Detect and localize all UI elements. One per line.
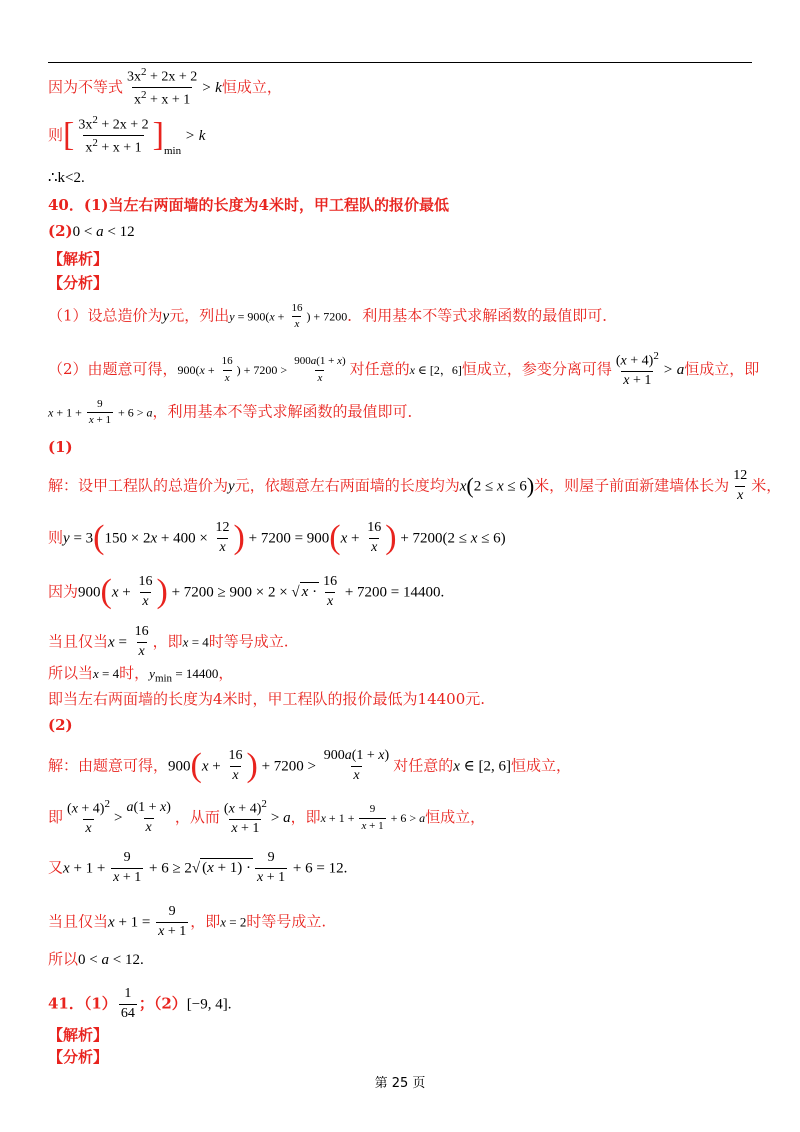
q41-answer: 41．（1） $\frac{1}{64}$ ；（2）[−9, 4].: [48, 986, 232, 1021]
solution-2-conclusion: 所以0 < a < 12.: [48, 950, 144, 968]
text: 时等号成立.: [246, 912, 327, 931]
solution-2-transform: 即 $\frac{(x + 4)^2}{x}$ > $\frac{a(1 + x)}{x}$ ，从而 $\frac{(x + 4)^2}{x + 1}$ > a，即x + 1 + $\frac{9}{x + 1}$ + 6 > a恒成立，: [48, 798, 486, 837]
q40-part2: (2)0 < a < 12: [48, 222, 135, 240]
solution-1-ymin: 所以当x = 4时，$y_{min} = 14400$，: [48, 664, 234, 685]
label-jiexi-2: 【解析】: [48, 1026, 109, 1044]
solution-2-amgm: 又x + 1 + $\frac{9}{x + 1}$ + 6 ≥ 2√ (x + 1) · $\frac{9}{x + 1}$ + 6 = 12.: [48, 850, 348, 885]
text: 元，列出: [169, 306, 230, 325]
text: ，即: [152, 632, 183, 651]
solution-1-formula: 则y = 3(150 × 2x + 400 × $\frac{12}{x}$ ) + 7200 = 900(x + $\frac{16}{x}$ ) + 7200(2 ≤ x ≤ 6): [48, 519, 506, 556]
solution-1-intro: 解：设甲工程队的总造价为y元，依题意左右两面墙的长度均为x(2 ≤ x ≤ 6)米，则屋子前面新建墙体长为 $\frac{12}{x}$ 米，: [48, 468, 782, 503]
analysis-2: （2）由题意可得，900(x + $\frac{16}{x}$ ) + 7200 > $\frac{900a(1 + x)}{x}$ 对任意的x ∈ [2，6]恒成立，参变分离可得 $\frac{(x + 4)^2}{x + 1}$ > a恒成立，即: [48, 350, 760, 389]
text: 时等号成立.: [208, 632, 289, 651]
min-line: 则[ $\frac{3x^2 + 2x + 2}{x^2 + x + 1}$ ]$_{min} > k$: [48, 114, 206, 157]
text: 米，: [751, 476, 782, 495]
text: ，即: [290, 808, 321, 827]
text: 所以当: [48, 664, 94, 682]
text: ；（2）: [138, 994, 187, 1013]
text: 即: [48, 808, 64, 827]
text: 41．（1）: [48, 994, 117, 1013]
header-rule: [48, 62, 752, 63]
text: 时，: [119, 664, 150, 682]
text: 因为: [48, 582, 79, 601]
text: ，: [218, 664, 234, 682]
text: 所以: [48, 950, 79, 968]
text: 对任意的: [349, 360, 410, 379]
text: 当且仅当: [48, 632, 109, 651]
solution-1-equality: 当且仅当x = $\frac{16}{x}$ ，即x = 4时等号成立.: [48, 624, 289, 659]
text-prefix: 则: [48, 125, 64, 144]
page-footer: 第 25 页: [374, 1076, 426, 1091]
fraction: $\frac{3x^2 + 2x + 2}{x^2 + x + 1}$: [127, 66, 198, 109]
text-suffix: 恒成立，: [221, 77, 282, 96]
analysis-1: （1）设总造价为y元，列出y = 900(x + $\frac{16}{x}$ ) + 7200．利用基本不等式求解函数的最值即可．: [48, 302, 618, 331]
text: 解：设甲工程队的总造价为: [48, 476, 229, 495]
label-jiexi-1: 【解析】: [48, 250, 109, 268]
label-fenxi-2: 【分析】: [48, 1048, 109, 1066]
part1-marker: (1): [48, 438, 73, 456]
text-prefix: 因为不等式: [48, 77, 124, 96]
text: 恒成立，: [425, 808, 486, 827]
math-text: ∴k<2.: [48, 170, 85, 186]
text: 恒成立，即: [684, 360, 760, 379]
part-label: (2): [48, 222, 73, 240]
text: 恒成立，参变分离可得: [461, 360, 612, 379]
text: 则: [48, 528, 64, 547]
text: ．利用基本不等式求解函数的最值即可．: [347, 306, 618, 325]
label-fenxi-1: 【分析】: [48, 274, 109, 292]
solution-1-conclusion: 即当左右两面墙的长度为4米时，甲工程队的报价最低为14400元.: [48, 690, 486, 708]
text: （1）设总造价为: [48, 306, 163, 325]
inequality-line: 因为不等式 $\frac{3x^2 + 2x + 2}{x^2 + x + 1}$ > k恒成立，: [48, 66, 282, 109]
text: 又: [48, 858, 64, 877]
text: 对任意的: [393, 756, 454, 775]
analysis-3: x + 1 + $\frac{9}{x + 1}$ + 6 > a，利用基本不等式求解函数的最值即可．: [48, 398, 423, 427]
text: ，从而: [174, 808, 220, 827]
text: 米，则屋子前面新建墙体长为: [534, 476, 730, 495]
solution-1-inequality: 因为900(x + $\frac{16}{x}$ ) + 7200 ≥ 900 × 2 × √ x · $\frac{16}{x}$ + 7200 = 14400.: [48, 573, 445, 610]
text: ，利用基本不等式求解函数的最值即可．: [152, 402, 423, 421]
q40-header: 40．(1)当左右两面墙的长度为4米时，甲工程队的报价最低: [48, 196, 449, 214]
text: ，即: [190, 912, 221, 931]
solution-2-equality: 当且仅当x + 1 = $\frac{9}{x + 1}$ ，即x = 2时等号成立.: [48, 904, 327, 939]
text: 元，依题意左右两面墙的长度均为: [234, 476, 460, 495]
text: 当且仅当: [48, 912, 109, 931]
solution-2-intro: 解：由题意可得，900(x + $\frac{16}{x}$ ) + 7200 > $\frac{900a(1 + x)}{x}$ 对任意的x ∈ [2, 6]恒成立，: [48, 747, 571, 784]
text: （2）由题意可得，: [48, 360, 178, 379]
part2-marker: (2): [48, 716, 73, 734]
conclusion-k: [48, 168, 85, 187]
text: 恒成立，: [510, 756, 571, 775]
text: 解：由题意可得，: [48, 756, 169, 775]
